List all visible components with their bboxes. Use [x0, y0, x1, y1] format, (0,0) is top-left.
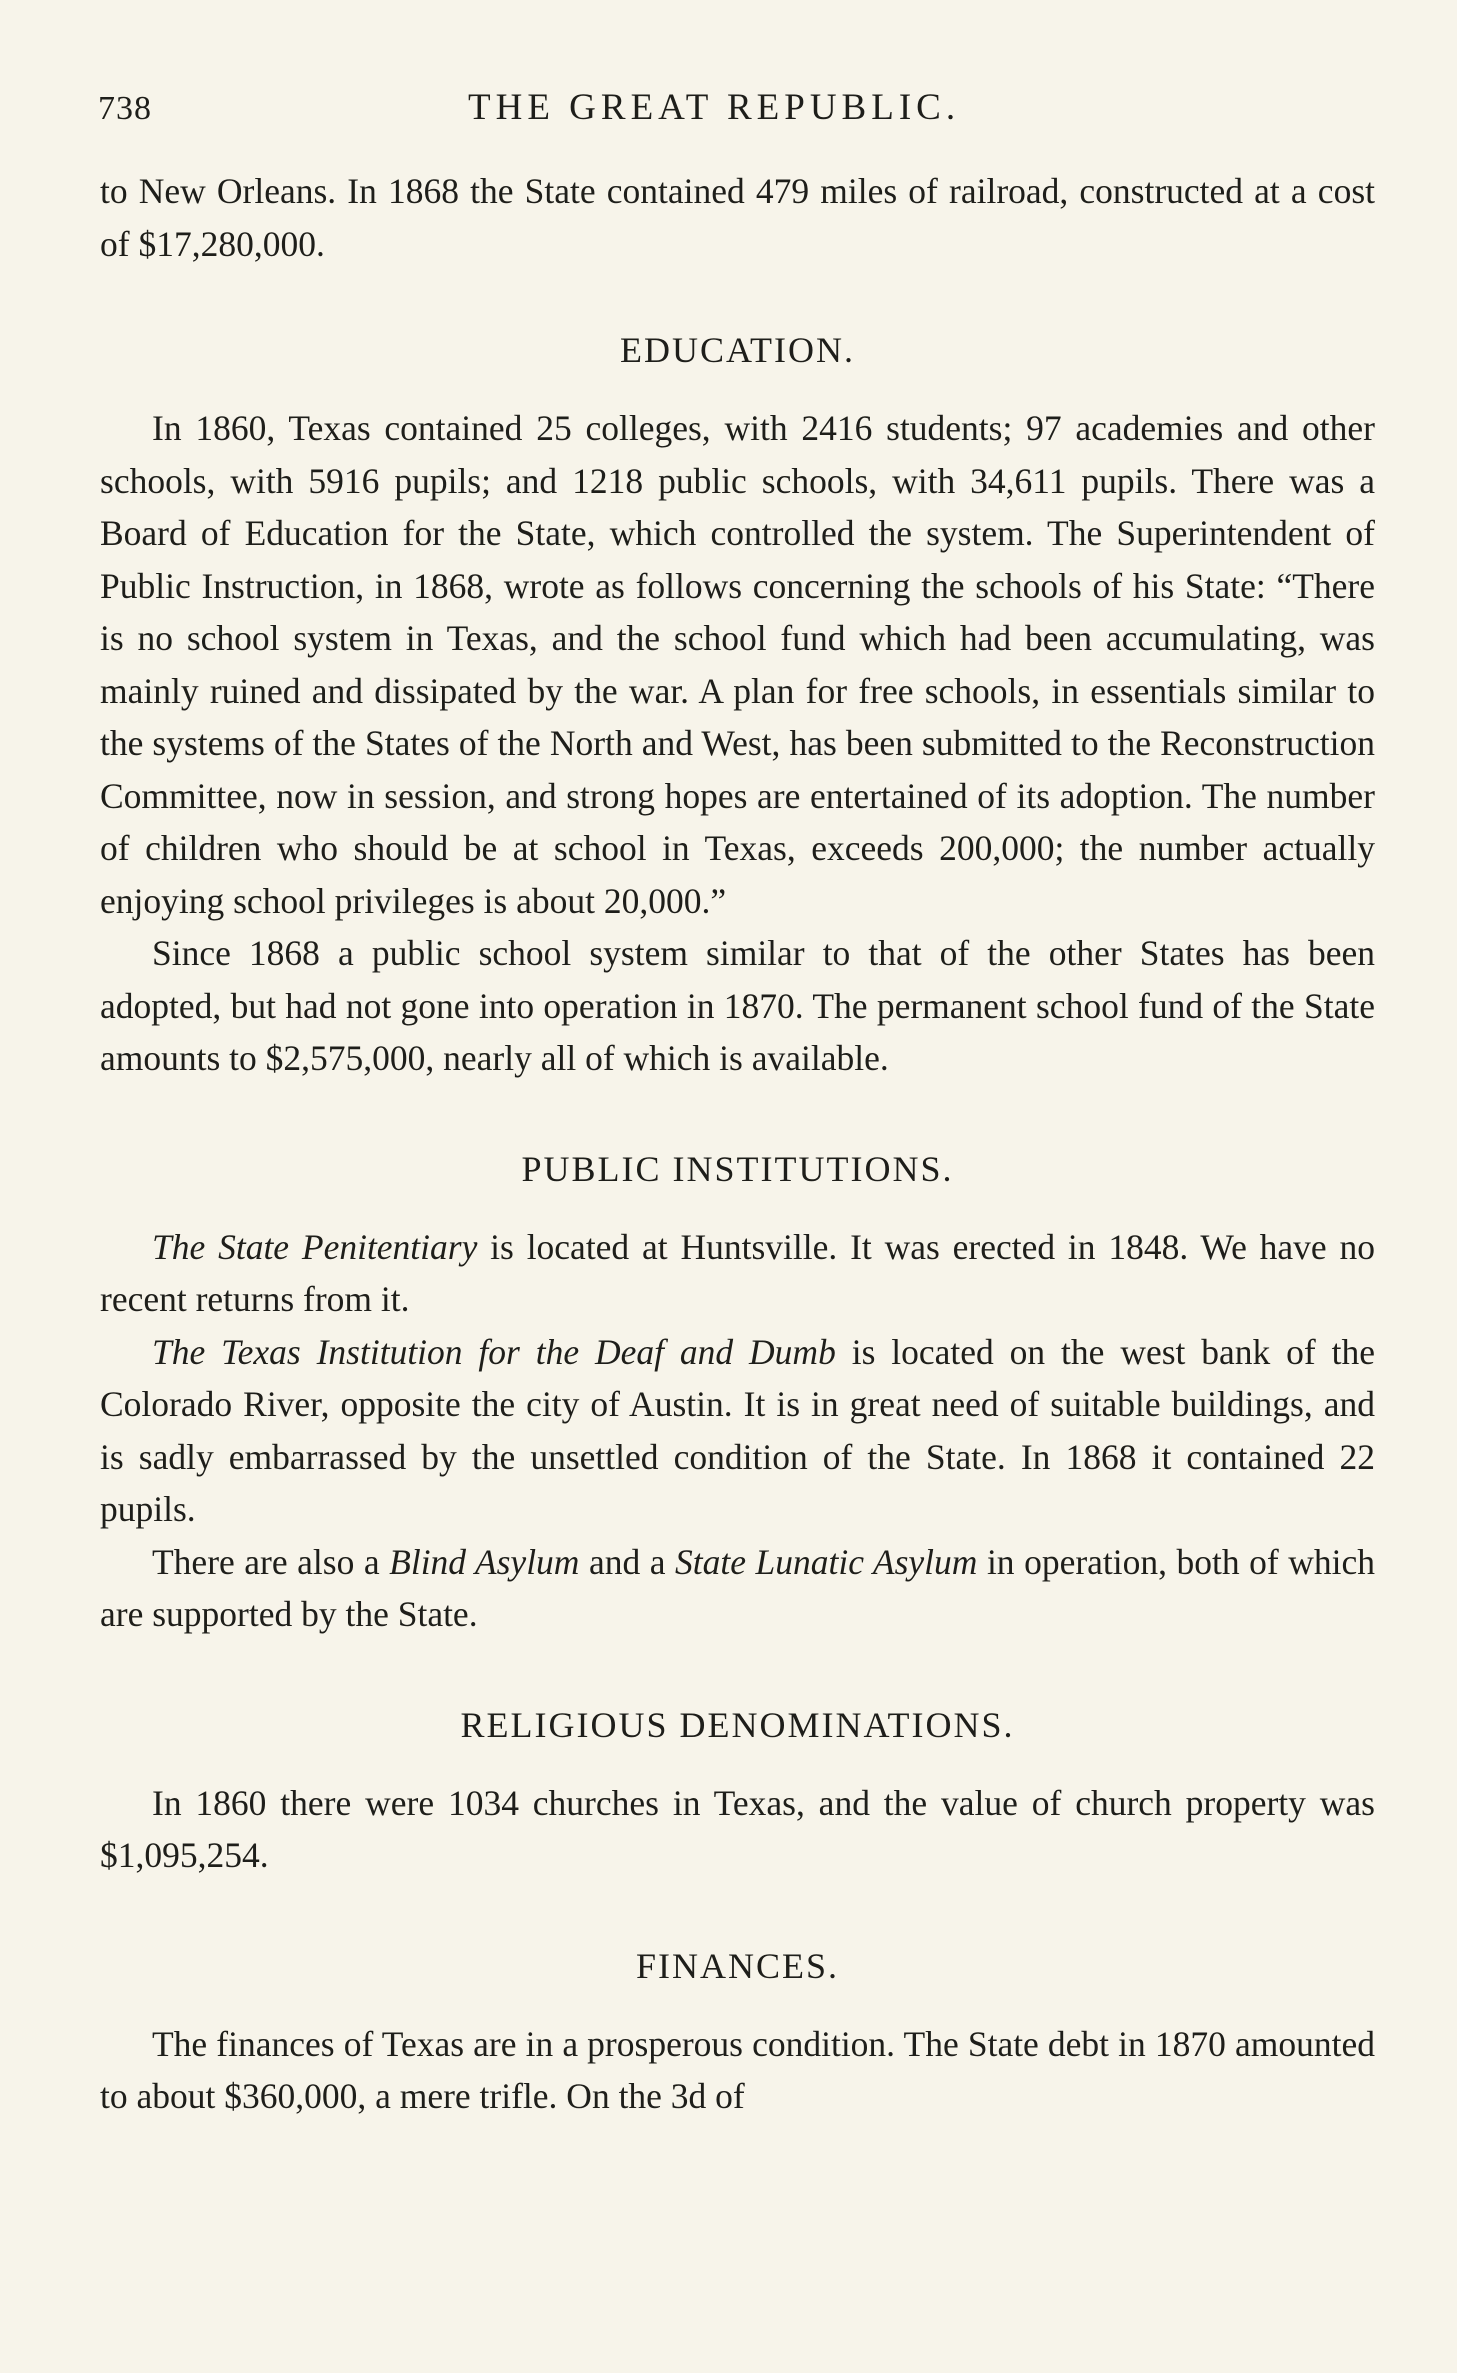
lunatic-asylum: State Lunatic Asylum	[675, 1541, 978, 1582]
asylums-paragraph	[100, 1536, 1375, 1641]
asylums-connector: and a	[579, 1541, 676, 1582]
finances-paragraph: The finances of Texas are in a prosperous condition. The State debt in 1870 amounted to about $360,000, a mere trifle. On the 3d of	[100, 2023, 1375, 2116]
religious-denominations-paragraph: In 1860 there were 1034 churches in Texas, and the value of church property was $1,095,254.	[100, 1782, 1375, 1875]
education-paragraph-2: Since 1868 a public school system similar to that of the other States has been adopted, but had not gone into operation in 1870. The permanent school fund of the State amounts to $2,575,000, nearly all of which is available.	[100, 933, 1375, 1078]
education-heading: EDUCATION.	[620, 330, 855, 370]
deaf-institution-name: The Texas Institution for the Deaf and Dumb	[152, 1331, 836, 1372]
deaf-institution-text: is located on the west bank of the Colorado River, opposite the city of Austin. It is in great need of suitable buildings, and is sadly embarrassed by the unsettled condition of the State. In 1868 it contained 22 pupils.	[100, 1331, 1375, 1529]
penitentiary-name: The State Penitentiary	[152, 1226, 478, 1267]
deaf-institution-paragraph	[100, 1326, 1375, 1536]
running-title: THE GREAT REPUBLIC.	[468, 87, 961, 128]
penitentiary-text: is located at Huntsville. It was erected in 1848. We have no recent returns from it.	[100, 1226, 1375, 1319]
education-paragraph-1: In 1860, Texas contained 25 colleges, with 2416 students; 97 academies and other schools, with 5916 pupils; and 1218 public schools, with 34,611 pupils. There was a Board of Education for the State, which controlled the system. The Superintendent of Public Instruction, in 1868, wrote as follows concerning the schools of his State: “There is no school system in Texas, and the school fund which had been accumulating, was mainly ruined and dissipated by the war. A plan for free schools, in essentials similar to the systems of the States of the North and West, has been submitted to the Reconstruction Committee, now in session, and strong hopes are entertained of its adoption. The number of children who should be at school in Texas, exceeds 200,000; the number actually enjoying school privileges is about 20,000.”	[100, 408, 1375, 921]
body-text	[100, 165, 1375, 2123]
public-institutions-heading: PUBLIC INSTITUTIONS.	[521, 1148, 954, 1189]
opening-paragraph: to New Orleans. In 1868 the State contained 479 miles of railroad, constructed at a cost of $17,280,000.	[100, 171, 1375, 264]
running-head	[98, 86, 1378, 138]
blind-asylum: Blind Asylum	[389, 1541, 580, 1582]
penitentiary-paragraph	[100, 1221, 1375, 1326]
religious-denominations-heading: RELIGIOUS DENOMINATIONS.	[460, 1704, 1015, 1745]
asylums-text: in operation, both of which are supported by the State.	[100, 1541, 1376, 1634]
page-number: 738	[98, 90, 152, 127]
finances-heading: FINANCES.	[635, 1945, 840, 1986]
asylums-intro: There are also a	[152, 1541, 390, 1582]
